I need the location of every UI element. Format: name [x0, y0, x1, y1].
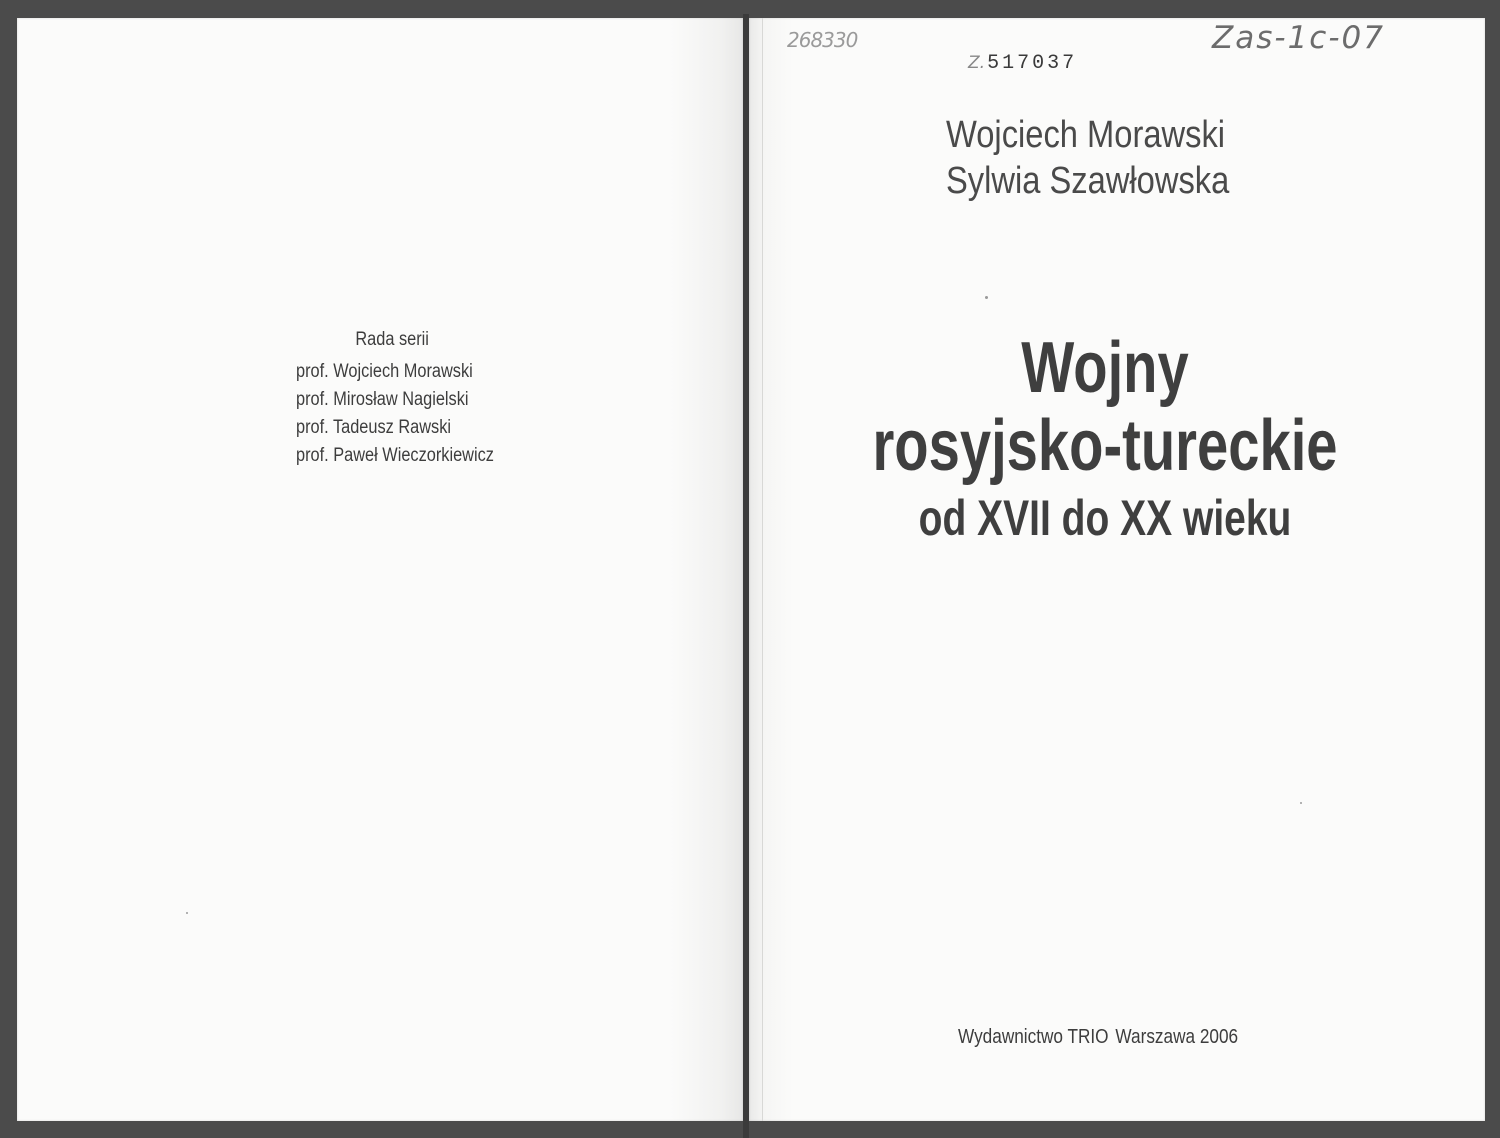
- paper-speck: [186, 912, 188, 914]
- publisher-name: Wydawnictwo TRIO: [958, 1026, 1109, 1048]
- author-name: Wojciech Morawski: [946, 114, 1226, 156]
- series-board-member: prof. Wojciech Morawski: [296, 361, 473, 382]
- paper-speck: [1300, 802, 1302, 804]
- left-page: [17, 18, 743, 1121]
- series-board: [296, 326, 520, 470]
- inventory-prefix: Z.: [968, 53, 986, 73]
- series-board-member: prof. Mirosław Nagielski: [296, 389, 469, 410]
- author-name: Sylwia Szawłowska: [946, 160, 1230, 202]
- title-line-2: rosyjsko-tureckie: [872, 406, 1338, 486]
- inventory-stamp: [968, 52, 1077, 75]
- series-board-member: prof. Tadeusz Rawski: [296, 417, 452, 438]
- inventory-number: 517037: [987, 52, 1078, 75]
- handwritten-catalog-note: 268330: [787, 28, 858, 52]
- paper-speck: [985, 296, 988, 299]
- page-edge-line: [762, 18, 763, 1121]
- handwritten-shelfmark: Zas-1c-07: [1212, 20, 1385, 56]
- publisher-imprint: [958, 1026, 1238, 1049]
- series-board-member: prof. Paweł Wieczorkiewicz: [296, 445, 494, 466]
- title-line-1: Wojny: [1021, 328, 1189, 408]
- series-board-heading: Rada serii: [355, 329, 429, 350]
- authors: [946, 112, 1290, 204]
- title-line-3: od XVII do XX wieku: [918, 490, 1292, 546]
- publisher-city-year: Warszawa 2006: [1115, 1026, 1239, 1048]
- book-title: [780, 328, 1430, 548]
